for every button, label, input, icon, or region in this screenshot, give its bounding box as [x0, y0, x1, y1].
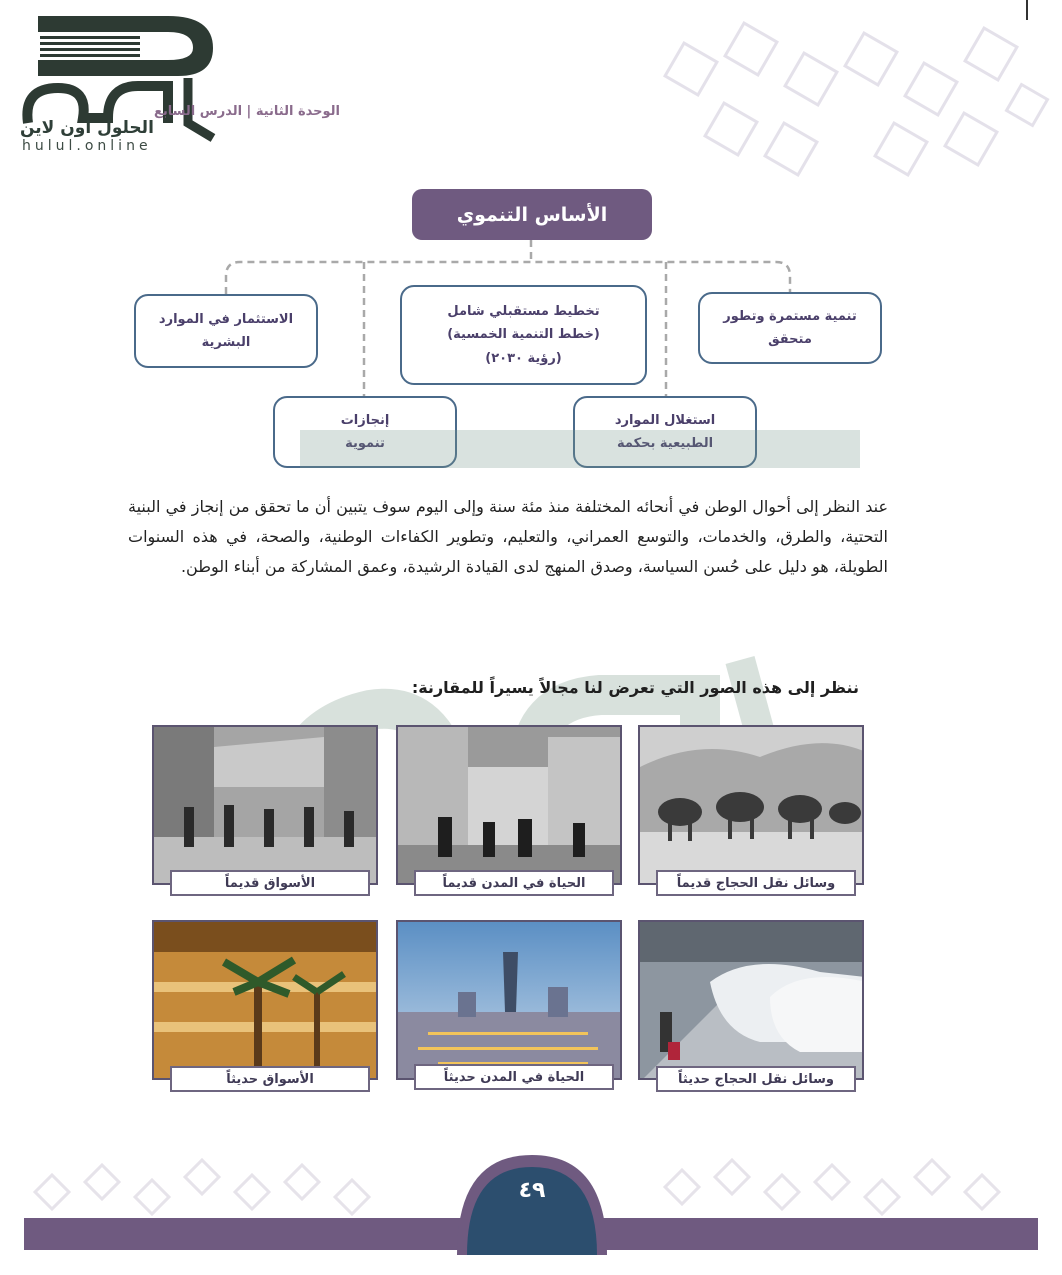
photo-markets-old	[152, 725, 378, 885]
caption-markets-new: الأسواق حديثاً	[170, 1066, 370, 1092]
logo-arabic-text: الحلول اون لاين	[20, 118, 154, 138]
node-line: تخطيط مستقبلي شامل	[447, 303, 600, 319]
caption-transport-new: وسائل نقل الحجاج حديثاً	[656, 1066, 856, 1092]
diagram-root-node: الأساس التنموي	[412, 189, 652, 240]
page-number: ٤٩	[518, 1178, 546, 1203]
photo-cities-old	[396, 725, 622, 885]
decorative-tiles	[632, 20, 1062, 200]
photo-transport-old	[638, 725, 864, 885]
watermark-bar	[300, 430, 860, 468]
page-number-badge	[457, 1155, 607, 1255]
node-future-planning	[400, 285, 647, 385]
photo-transport-new	[638, 920, 864, 1080]
caption-markets-old: الأسواق قديماً	[170, 870, 370, 896]
caption-transport-old: وسائل نقل الحجاج قديماً	[656, 870, 856, 896]
caption-cities-new: الحياة في المدن حديثاً	[414, 1064, 614, 1090]
node-line: البشرية	[201, 335, 251, 350]
photo-cities-new	[396, 920, 622, 1080]
node-human-resources	[134, 294, 318, 368]
node-line: تنمية مستمرة وتطور	[723, 308, 857, 324]
comparison-prompt: ننظر إلى هذه الصور التي تعرض لنا مجالاً يسيراً للمقارنة:	[411, 678, 859, 697]
logo-latin-text: hulul.online	[22, 138, 152, 154]
caption-cities-old: الحياة في المدن قديماً	[414, 870, 614, 896]
photo-markets-new	[152, 920, 378, 1080]
node-continuous-development	[698, 292, 882, 364]
node-line: استغلال الموارد	[614, 412, 716, 428]
node-line: تنموية	[345, 436, 385, 451]
node-line: الاستثمار في الموارد	[158, 311, 294, 327]
node-line: متحقق	[768, 332, 812, 347]
node-line: إنجازات	[340, 412, 390, 428]
node-line: الطبيعية بحكمة	[616, 436, 714, 451]
body-paragraph: عند النظر إلى أحوال الوطن في أنحائه المختلفة منذ مئة سنة وإلى اليوم سوف يتبين أن ما تحقق من إنجاز في البنية التحتية، والطرق، والخدمات، والتوسع العمراني، والتعليم، وتطوير الكفاءات الوطنية، والصحة، في هذه السنوات الطويلة، هو دليل على حُسن السياسة، وصدق المنهج لدى القيادة الرشيدة، وعمق المشاركة من أبناء الوطن.	[128, 497, 888, 576]
page-edge-line	[1026, 0, 1028, 20]
breadcrumb: الوحدة الثانية | الدرس السابع	[154, 104, 340, 119]
node-line: (خطط التنمية الخمسية)	[447, 327, 600, 343]
node-line: (رؤية ٢٠٣٠)	[485, 350, 562, 366]
